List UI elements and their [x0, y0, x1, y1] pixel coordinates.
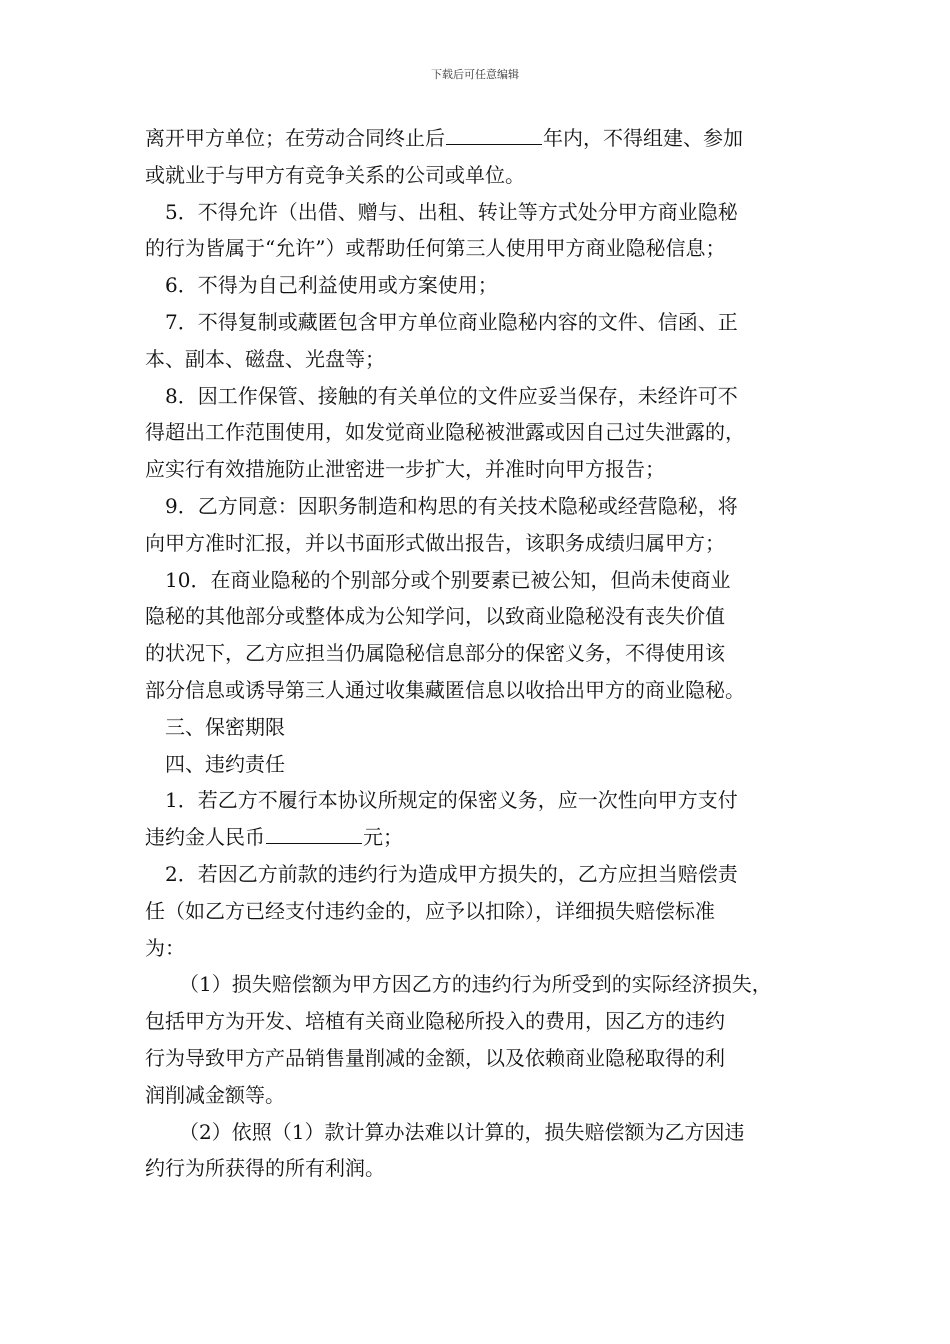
- document-body: [145, 120, 810, 1187]
- text-line: 1．若乙方不履行本协议所规定的保密义务，应一次性向甲方支付: [165, 788, 738, 813]
- text-line: 应实行有效措施防止泄密进一步扩大，并准时向甲方报告；: [145, 457, 665, 482]
- blank-amount-field: [266, 823, 362, 844]
- text-line: [145, 120, 810, 157]
- text-line: 得超出工作范围使用，如发觉商业隐秘被泄露或因自己过失泄露的，: [145, 420, 745, 445]
- text-line: [145, 819, 810, 856]
- section-heading: 四、违约责任: [165, 751, 285, 776]
- text-line: （2）依照（1）款计算办法难以计算的，损失赔偿额为乙方因违: [179, 1119, 745, 1144]
- text-line: 2．若因乙方前款的违约行为造成甲方损失的，乙方应担当赔偿责: [165, 861, 738, 886]
- text-line: 隐秘的其他部分或整体成为公知学问，以致商业隐秘没有丧失价值: [145, 604, 725, 629]
- text-segment: 违约金人民币: [145, 825, 265, 850]
- text-line: 的状况下，乙方应担当仍属隐秘信息部分的保密义务，不得使用该: [145, 641, 725, 666]
- text-line: 5．不得允许（出借、赠与、出租、转让等方式处分甲方商业隐秘: [165, 199, 738, 224]
- text-line: 约行为所获得的所有利润。: [145, 1156, 385, 1181]
- text-line: 10．在商业隐秘的个别部分或个别要素已被公知，但尚未使商业: [165, 567, 731, 592]
- text-line: （1）损失赔偿额为甲方因乙方的违约行为所受到的实际经济损失，: [179, 972, 772, 997]
- text-line: 向甲方准时汇报，并以书面形式做出报告，该职务成绩归属甲方；: [145, 530, 725, 555]
- text-line: 8．因工作保管、接触的有关单位的文件应妥当保存，未经许可不: [165, 383, 738, 408]
- page-header: 下载后可任意编辑: [431, 68, 519, 81]
- text-line: 部分信息或诱导第三人通过收集藏匿信息以收拾出甲方的商业隐秘。: [145, 677, 745, 702]
- section-heading: 三、保密期限: [165, 714, 285, 739]
- text-line: 包括甲方为开发、培植有关商业隐秘所投入的费用，因乙方的违约: [145, 1009, 725, 1034]
- text-line: 行为导致甲方产品销售量削减的金额，以及依赖商业隐秘取得的利: [145, 1045, 725, 1070]
- blank-years-field: [446, 124, 542, 145]
- text-line: 为：: [145, 935, 185, 960]
- text-line: 本、副本、磁盘、光盘等；: [145, 346, 385, 371]
- text-segment: 离开甲方单位；在劳动合同终止后: [145, 126, 445, 150]
- text-line: 7．不得复制或藏匿包含甲方单位商业隐秘内容的文件、信函、正: [165, 309, 738, 334]
- text-line: 润削减金额等。: [145, 1082, 285, 1107]
- text-line: 任（如乙方已经支付违约金的，应予以扣除），详细损失赔偿标准: [145, 898, 715, 923]
- text-segment: 年内，不得组建、参加: [543, 126, 743, 150]
- text-line: 或就业于与甲方有竞争关系的公司或单位。: [145, 162, 525, 187]
- text-segment: 元；: [363, 825, 403, 850]
- text-line: 6．不得为自己利益使用或方案使用；: [165, 273, 498, 298]
- text-line: 的行为皆属于“允许”）或帮助任何第三人使用甲方商业隐秘信息；: [145, 236, 726, 261]
- text-line: 9．乙方同意：因职务制造和构思的有关技术隐秘或经营隐秘，将: [165, 493, 738, 518]
